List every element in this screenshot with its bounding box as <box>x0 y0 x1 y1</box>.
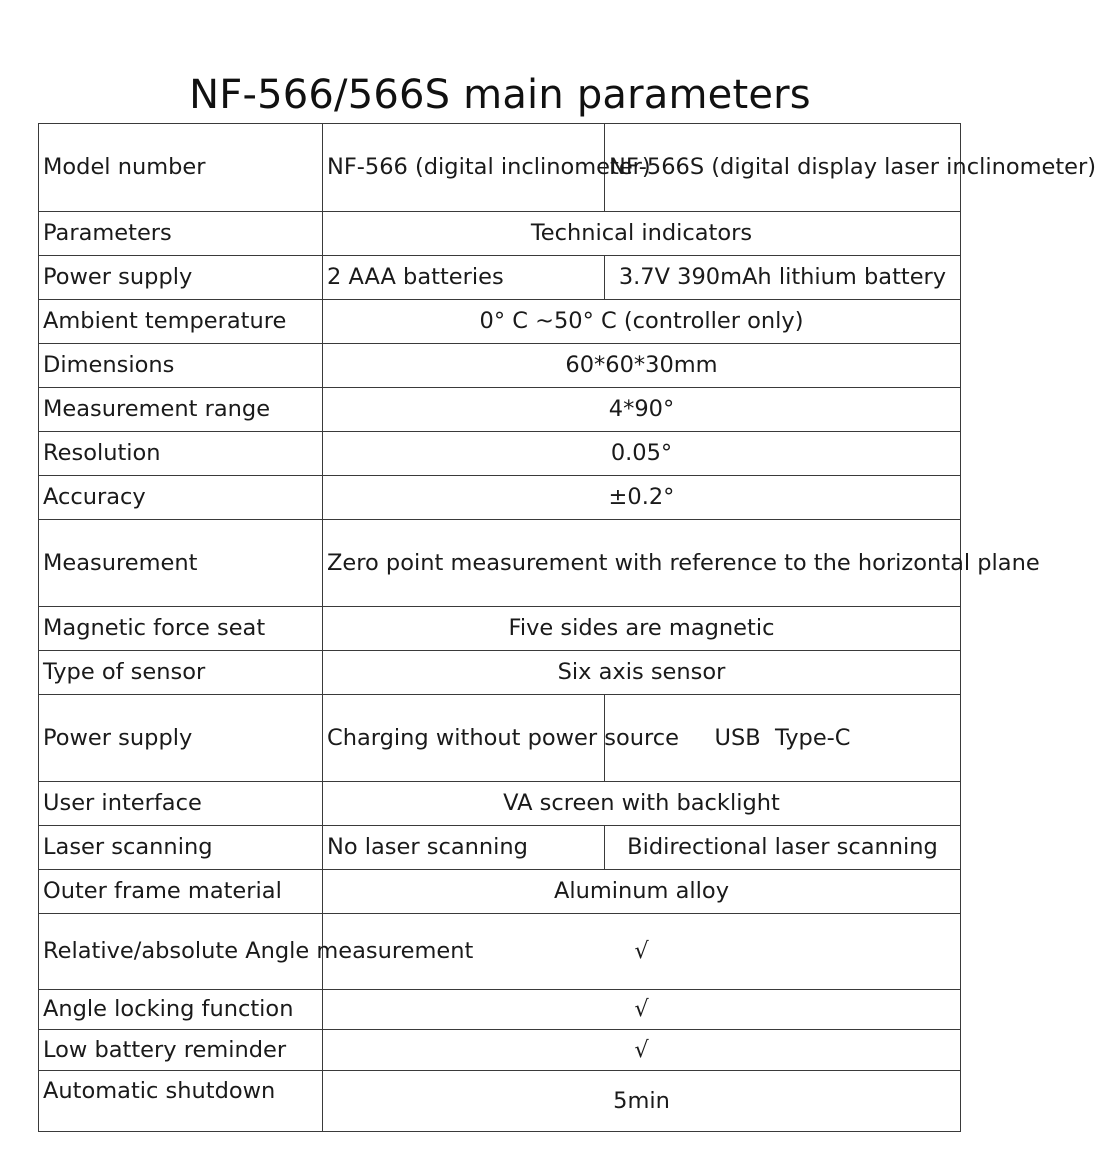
row-value: 0° C ~50° C (controller only) <box>323 300 961 344</box>
row-value: 0.05° <box>323 432 961 476</box>
table-row <box>39 607 961 651</box>
row-label: Type of sensor <box>39 651 323 695</box>
table-row <box>39 826 961 870</box>
table-row <box>39 520 961 607</box>
row-label: Outer frame material <box>39 870 323 914</box>
row-label: Resolution <box>39 432 323 476</box>
row-label: Power supply <box>39 695 323 782</box>
row-value-nf566s: USB Type-C <box>605 695 961 782</box>
table-row <box>39 695 961 782</box>
row-label: Laser scanning <box>39 826 323 870</box>
row-value: Five sides are magnetic <box>323 607 961 651</box>
row-value: 4*90° <box>323 388 961 432</box>
table-row <box>39 476 961 520</box>
page-title: NF-566/566S main parameters <box>189 71 811 118</box>
table-row <box>39 990 961 1030</box>
row-value-nf566: No laser scanning <box>323 826 605 870</box>
table-row <box>39 344 961 388</box>
row-label: Ambient temperature <box>39 300 323 344</box>
row-value-nf566: 2 AAA batteries <box>323 256 605 300</box>
header-model-nf566: NF-566 (digital inclinometer) <box>323 124 605 212</box>
table-row <box>39 432 961 476</box>
table-row <box>39 782 961 826</box>
row-value: Technical indicators <box>323 212 961 256</box>
row-label: Parameters <box>39 212 323 256</box>
table-row <box>39 914 961 990</box>
check-mark-icon: √ <box>323 914 961 990</box>
row-value: Aluminum alloy <box>323 870 961 914</box>
check-mark-icon: √ <box>323 990 961 1030</box>
row-label: Accuracy <box>39 476 323 520</box>
table-row <box>39 1071 961 1132</box>
table-row <box>39 300 961 344</box>
spec-table <box>38 123 1096 1132</box>
table-header-row <box>39 124 961 212</box>
table-row <box>39 212 961 256</box>
check-mark-icon: √ <box>323 1030 961 1071</box>
table-row <box>39 1030 961 1071</box>
row-value-nf566s: 3.7V 390mAh lithium battery <box>605 256 961 300</box>
table-row <box>39 256 961 300</box>
row-label: Angle locking function <box>39 990 323 1030</box>
row-label: Magnetic force seat <box>39 607 323 651</box>
row-label: Automatic shutdown <box>39 1071 323 1132</box>
row-value: 5min <box>323 1071 961 1132</box>
row-label: Dimensions <box>39 344 323 388</box>
row-label: Relative/absolute Angle measurement <box>39 914 323 990</box>
row-value: ±0.2° <box>323 476 961 520</box>
row-label: Power supply <box>39 256 323 300</box>
row-label: Measurement <box>39 520 323 607</box>
row-value: 60*60*30mm <box>323 344 961 388</box>
header-model-nf566s: NF-566S (digital display laser inclinometer) <box>605 124 961 212</box>
table-row <box>39 651 961 695</box>
table-row <box>39 388 961 432</box>
header-label-cell: Model number <box>39 124 323 212</box>
row-label: Measurement range <box>39 388 323 432</box>
row-value-nf566s: Bidirectional laser scanning <box>605 826 961 870</box>
row-label: Low battery reminder <box>39 1030 323 1071</box>
row-value: Zero point measurement with reference to the horizontal plane <box>323 520 961 607</box>
row-label: User interface <box>39 782 323 826</box>
row-value: Six axis sensor <box>323 651 961 695</box>
row-value: VA screen with backlight <box>323 782 961 826</box>
row-value-nf566: Charging without power source <box>323 695 605 782</box>
table-row <box>39 870 961 914</box>
